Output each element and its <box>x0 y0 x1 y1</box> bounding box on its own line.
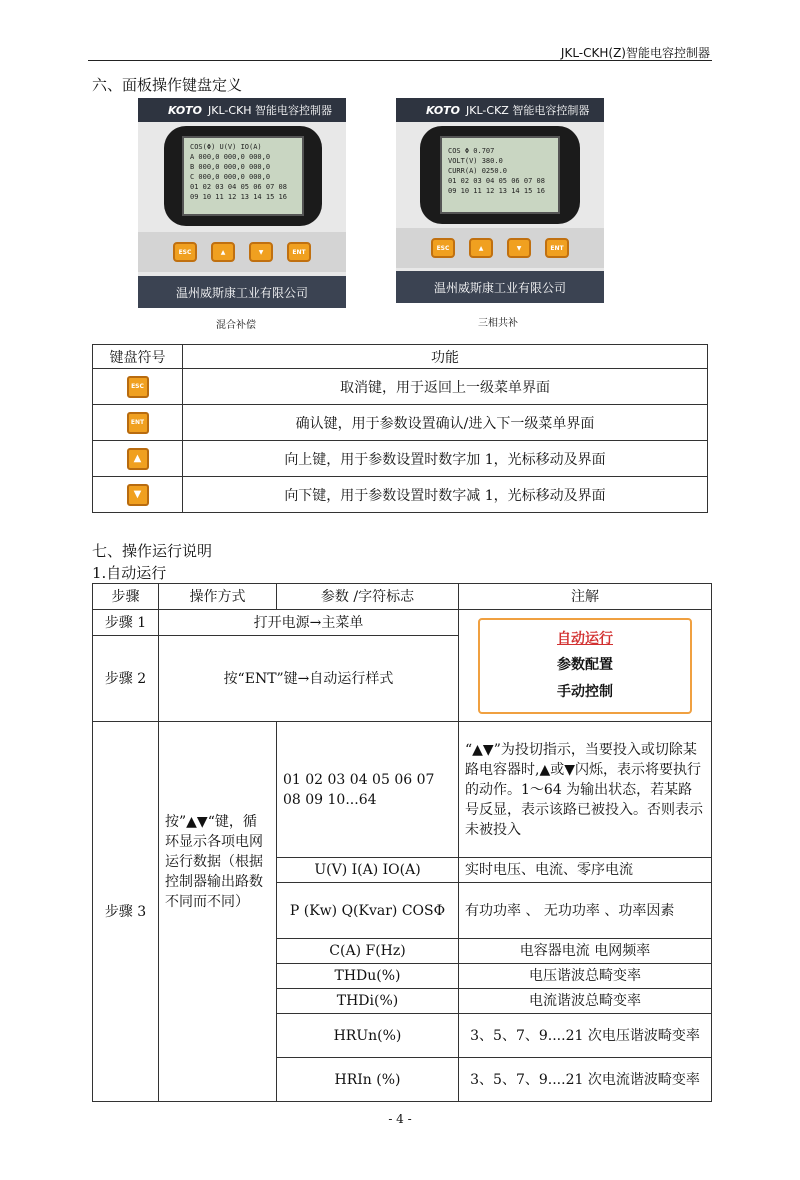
up-key[interactable]: ▲ <box>211 242 235 262</box>
company-bar: 温州威斯康工业有限公司 <box>138 276 346 308</box>
panel-model: JKL-CKZ 智能电容控制器 <box>466 104 590 117</box>
section6-title: 六、面板操作键盘定义 <box>92 76 243 94</box>
note-cell: 3、5、7、9....21 次电压谐波畸变率 <box>459 1014 712 1058</box>
note-cell: 3、5、7、9....21 次电流谐波畸变率 <box>459 1058 712 1102</box>
ent-key[interactable]: ENT <box>545 238 569 258</box>
ent-key-icon: ENT <box>127 412 149 434</box>
main-menu-box <box>478 618 692 714</box>
header-title: JKL-CKH(Z)智能电容控制器 <box>560 46 710 60</box>
down-key[interactable]: ▼ <box>249 242 273 262</box>
step-cell: 步骤 3 <box>93 722 159 1102</box>
lcd-row: COS Φ 0.707 <box>448 147 495 155</box>
param-cell: C(A) F(Hz) <box>277 939 459 964</box>
param-cell: THDi(%) <box>277 989 459 1014</box>
keypad <box>396 228 604 268</box>
op-cell: 按“ENT”键→自动运行样式 <box>159 636 459 722</box>
note-cell: 有功功率 、 无功功率 、功率因素 <box>459 883 712 939</box>
note-col-header: 注解 <box>459 584 712 610</box>
down-key[interactable]: ▼ <box>507 238 531 258</box>
function-cell: 向上键，用于参数设置时数字加 1，光标移动及界面 <box>183 441 708 477</box>
panel-brand-bar <box>138 98 346 122</box>
param-cell: HRIn (%) <box>277 1058 459 1102</box>
panel-brand-bar <box>396 98 604 122</box>
key-col-header: 键盘符号 <box>93 345 183 369</box>
lcd-screen <box>440 136 560 214</box>
lcd-row: VOLT(V) 380.0 <box>448 157 503 165</box>
panel-caption-mixed: 混合补偿 <box>216 320 256 331</box>
param-cell: 01 02 03 04 05 06 07 08 09 10...64 <box>277 722 459 858</box>
op-cell: 打开电源→主菜单 <box>159 610 459 636</box>
panel-model: JKL-CKH 智能电容控制器 <box>208 104 333 117</box>
op-col-header: 操作方式 <box>159 584 277 610</box>
key-cell <box>93 441 183 477</box>
panel-common <box>396 98 604 303</box>
function-col-header: 功能 <box>183 345 708 369</box>
param-cell: HRUn(%) <box>277 1014 459 1058</box>
key-cell <box>93 369 183 405</box>
lcd-nums: 01 02 03 04 05 06 07 08 <box>448 177 545 185</box>
op-cell: 按”▲▼“键，循环显示各项电网运行数据（根据控制器输出路数不同而不同） <box>159 722 277 1102</box>
esc-key[interactable]: ESC <box>431 238 455 258</box>
lcd-nums: 01 02 03 04 05 06 07 08 <box>190 183 287 191</box>
menu-cell <box>459 610 712 722</box>
note-cell: 电容器电流 电网频率 <box>459 939 712 964</box>
esc-key-icon: ESC <box>127 376 149 398</box>
step-cell: 步骤 2 <box>93 636 159 722</box>
step-cell: 步骤 1 <box>93 610 159 636</box>
up-key[interactable]: ▲ <box>469 238 493 258</box>
note-cell: “▲▼”为投切指示，当要投入或切除某路电容器时,▲或▼闪烁，表示将要执行的动作。1～64 为输出状态，若某路号反显，表示该路已被投入。否则表示未被投入 <box>459 722 712 858</box>
menu-item-param-config[interactable]: 参数配置 <box>557 657 613 674</box>
key-cell <box>93 405 183 441</box>
key-table <box>92 344 708 513</box>
panel-mixed <box>138 98 346 308</box>
keypad <box>138 232 346 272</box>
menu-item-auto-run[interactable]: 自动运行 <box>557 630 613 647</box>
esc-key[interactable]: ESC <box>173 242 197 262</box>
menu-item-manual-control[interactable]: 手动控制 <box>557 684 613 701</box>
panel-caption-common: 三相共补 <box>478 318 518 329</box>
header-rule <box>88 60 712 61</box>
note-cell: 实时电压、电流、零序电流 <box>459 858 712 883</box>
lcd-header: COS(Φ) U(V) IO(A) <box>190 143 262 151</box>
down-key-icon: ▼ <box>127 484 149 506</box>
function-cell: 确认键，用于参数设置确认/进入下一级菜单界面 <box>183 405 708 441</box>
up-key-icon: ▲ <box>127 448 149 470</box>
param-cell: THDu(%) <box>277 964 459 989</box>
run-table <box>92 583 712 1102</box>
function-cell: 向下键，用于参数设置时数字减 1，光标移动及界面 <box>183 477 708 513</box>
note-cell: 电流谐波总畸变率 <box>459 989 712 1014</box>
lcd-nums: 09 10 11 12 13 14 15 16 <box>190 193 287 201</box>
section7-title: 七、操作运行说明 <box>92 542 213 560</box>
step-col-header: 步骤 <box>93 584 159 610</box>
lcd-row: CURR(A) 0250.0 <box>448 167 508 175</box>
note-cell: 电压谐波总畸变率 <box>459 964 712 989</box>
lcd-screen <box>182 136 304 216</box>
company-bar: 温州威斯康工业有限公司 <box>396 271 604 303</box>
function-cell: 取消键，用于返回上一级菜单界面 <box>183 369 708 405</box>
page-number: - 4 - <box>388 1112 412 1126</box>
lcd-row: B 000,0 000,0 000,0 <box>190 163 271 171</box>
brand-logo: KOTO <box>168 103 203 117</box>
section7-subtitle: 1.自动运行 <box>92 564 167 582</box>
lcd-nums: 09 10 11 12 13 14 15 16 <box>448 187 545 195</box>
lcd-row: C 000,0 000,0 000,0 <box>190 173 271 181</box>
param-cell: P (Kw) Q(Kvar) COSΦ <box>277 883 459 939</box>
brand-logo: KOTO <box>426 103 461 117</box>
param-cell: U(V) I(A) IO(A) <box>277 858 459 883</box>
key-cell <box>93 477 183 513</box>
ent-key[interactable]: ENT <box>287 242 311 262</box>
param-col-header: 参数 /字符标志 <box>277 584 459 610</box>
lcd-row: A 000,0 000,0 000,0 <box>190 153 271 161</box>
